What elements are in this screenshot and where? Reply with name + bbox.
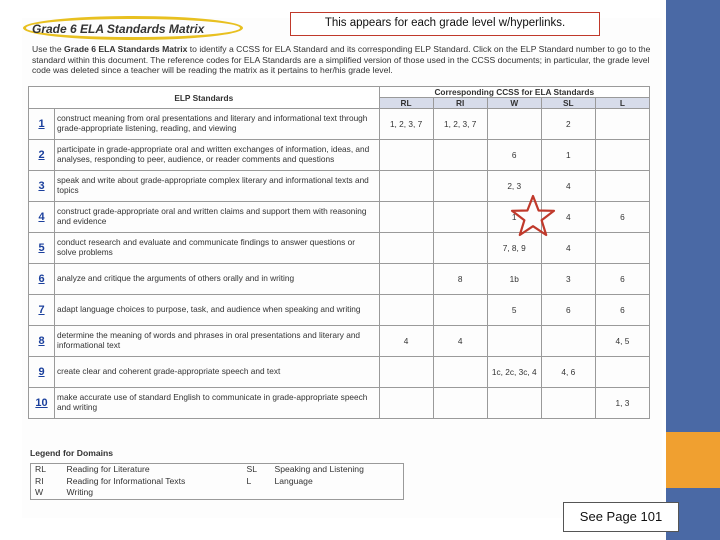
- intro-text-2: to identify a CCSS for ELA Standard and its corresponding ELP Standard. Click on the ELP Standard number to go to the standard within this document. The reference codes for ELA Standards are a simplified version of those used in the CCSS documents; in particular, the grade level code was deleted since a teacher will be reading the matrix as it pertains to her/his grade level.: [32, 44, 651, 76]
- ccss-cell-rl: [379, 264, 433, 295]
- ccss-cell-sl: 4: [541, 202, 595, 233]
- legend-row: [31, 476, 404, 488]
- ccss-cell-l: [595, 357, 649, 388]
- column-header-ri: RI: [433, 98, 487, 109]
- legend-code: RI: [35, 475, 44, 486]
- ccss-cell-ri: [433, 388, 487, 419]
- elp-standard-description: adapt language choices to purpose, task, and audience when speaking and writing: [55, 295, 380, 326]
- legend-row: [31, 464, 404, 476]
- ccss-cell-ri: [433, 295, 487, 326]
- legend-name: Reading for Literature: [66, 464, 150, 474]
- elp-standard-link-3[interactable]: 3: [29, 171, 55, 202]
- ccss-cell-rl: 1, 2, 3, 7: [379, 109, 433, 140]
- ccss-cell-w: 1: [487, 202, 541, 233]
- ccss-cell-ri: [433, 357, 487, 388]
- ccss-cell-rl: 4: [379, 326, 433, 357]
- ccss-cell-l: [595, 233, 649, 264]
- standards-matrix: [28, 86, 650, 419]
- document-page: [22, 17, 663, 524]
- elp-standard-description: create clear and coherent grade-appropriate speech and text: [55, 357, 380, 388]
- intro-bold: Grade 6 ELA Standards Matrix: [64, 44, 188, 54]
- ccss-cell-l: 6: [595, 202, 649, 233]
- callout-box: This appears for each grade level w/hyperlinks.: [290, 12, 600, 36]
- ccss-cell-rl: [379, 171, 433, 202]
- ccss-cell-sl: 4, 6: [541, 357, 595, 388]
- ccss-cell-sl: 3: [541, 264, 595, 295]
- ccss-cell-w: 6: [487, 140, 541, 171]
- legend-name2: Language: [274, 475, 313, 486]
- ccss-cell-ri: [433, 140, 487, 171]
- elp-standard-link-1[interactable]: 1: [29, 109, 55, 140]
- legend-table: [30, 463, 404, 500]
- ccss-cell-ri: [433, 171, 487, 202]
- elp-standard-link-9[interactable]: 9: [29, 357, 55, 388]
- ccss-cell-sl: 6: [541, 295, 595, 326]
- table-row: [29, 295, 650, 326]
- elp-standard-description: make accurate use of standard English to communicate in grade-appropriate speech and writing: [55, 388, 380, 419]
- column-header-l: L: [595, 98, 649, 109]
- legend-name: Reading for Informational Texts: [66, 475, 186, 486]
- ccss-cell-rl: [379, 233, 433, 264]
- ccss-cell-sl: 2: [541, 109, 595, 140]
- table-row: [29, 264, 650, 295]
- elp-standard-link-7[interactable]: 7: [29, 295, 55, 326]
- elp-standard-link-8[interactable]: 8: [29, 326, 55, 357]
- column-header-sl: SL: [541, 98, 595, 109]
- elp-standard-link-4[interactable]: 4: [29, 202, 55, 233]
- intro-paragraph: [32, 44, 654, 76]
- table-row: [29, 171, 650, 202]
- elp-standard-description: construct grade-appropriate oral and written claims and support them with reasoning and evidence: [55, 202, 380, 233]
- elp-standard-link-10[interactable]: 10: [29, 388, 55, 419]
- ccss-cell-w: [487, 388, 541, 419]
- ccss-cell-sl: 1: [541, 140, 595, 171]
- see-page-box: See Page 101: [563, 502, 679, 532]
- matrix-body: [29, 109, 650, 419]
- column-header-w: W: [487, 98, 541, 109]
- ccss-cell-ri: [433, 202, 487, 233]
- elp-standard-description: determine the meaning of words and phrases in oral presentations and literary and informational text: [55, 326, 380, 357]
- legend-code2: SL: [246, 464, 258, 474]
- elp-standard-link-6[interactable]: 6: [29, 264, 55, 295]
- ccss-cell-l: [595, 171, 649, 202]
- ccss-cell-w: 7, 8, 9: [487, 233, 541, 264]
- ccss-cell-sl: 4: [541, 233, 595, 264]
- legend-row: [31, 487, 404, 499]
- ccss-cell-w: [487, 109, 541, 140]
- ccss-cell-rl: [379, 357, 433, 388]
- intro-text-1: Use the: [32, 44, 65, 54]
- table-row: [29, 388, 650, 419]
- ccss-cell-sl: [541, 326, 595, 357]
- ccss-cell-w: 2, 3: [487, 171, 541, 202]
- elp-standard-link-5[interactable]: 5: [29, 233, 55, 264]
- table-row: [29, 326, 650, 357]
- ccss-cell-ri: 8: [433, 264, 487, 295]
- table-row: [29, 357, 650, 388]
- legend-title: Legend for Domains: [30, 448, 114, 458]
- ccss-cell-sl: [541, 388, 595, 419]
- legend-name2: [271, 487, 404, 499]
- ccss-cell-l: [595, 140, 649, 171]
- legend-code2: L: [246, 475, 252, 486]
- legend-name2: Speaking and Listening: [274, 464, 364, 474]
- ccss-cell-w: 1c, 2c, 3c, 4: [487, 357, 541, 388]
- elp-standard-description: speak and write about grade-appropriate complex literary and informational texts and topics: [55, 171, 380, 202]
- ccss-cell-ri: [433, 233, 487, 264]
- ccss-cell-l: 6: [595, 295, 649, 326]
- elp-standard-description: conduct research and evaluate and communicate findings to answer questions or solve problems: [55, 233, 380, 264]
- elp-standard-link-2[interactable]: 2: [29, 140, 55, 171]
- ccss-cell-rl: [379, 202, 433, 233]
- elp-header: ELP Standards: [29, 87, 380, 109]
- ccss-cell-sl: 4: [541, 171, 595, 202]
- ccss-header: Corresponding CCSS for ELA Standards: [379, 87, 649, 98]
- legend-code2: [243, 487, 271, 499]
- doc-title: Grade 6 ELA Standards Matrix: [32, 22, 205, 36]
- ccss-cell-rl: [379, 295, 433, 326]
- ccss-cell-rl: [379, 140, 433, 171]
- ccss-cell-l: 4, 5: [595, 326, 649, 357]
- elp-standard-description: participate in grade-appropriate oral and written exchanges of information, ideas, and analyses, responding to peer, audience, or reader comments and questions: [55, 140, 380, 171]
- ccss-cell-w: 1b: [487, 264, 541, 295]
- ccss-cell-ri: 4: [433, 326, 487, 357]
- ccss-cell-l: 6: [595, 264, 649, 295]
- legend-code: RL: [35, 464, 46, 474]
- column-header-rl: RL: [379, 98, 433, 109]
- ccss-cell-l: [595, 109, 649, 140]
- table-row: [29, 109, 650, 140]
- ccss-cell-w: [487, 326, 541, 357]
- elp-standard-description: analyze and critique the arguments of others orally and in writing: [55, 264, 380, 295]
- table-row: [29, 202, 650, 233]
- ccss-cell-ri: 1, 2, 3, 7: [433, 109, 487, 140]
- ccss-cell-rl: [379, 388, 433, 419]
- legend-name: Writing: [66, 487, 94, 497]
- ccss-cell-l: 1, 3: [595, 388, 649, 419]
- legend-code: W: [35, 487, 44, 497]
- star-icon: [510, 194, 556, 238]
- table-row: [29, 233, 650, 264]
- table-row: [29, 140, 650, 171]
- ccss-cell-w: 5: [487, 295, 541, 326]
- right-accent-block: [666, 432, 720, 488]
- elp-standard-description: construct meaning from oral presentations and literary and informational text through grade-appropriate listening, reading, and viewing: [55, 109, 380, 140]
